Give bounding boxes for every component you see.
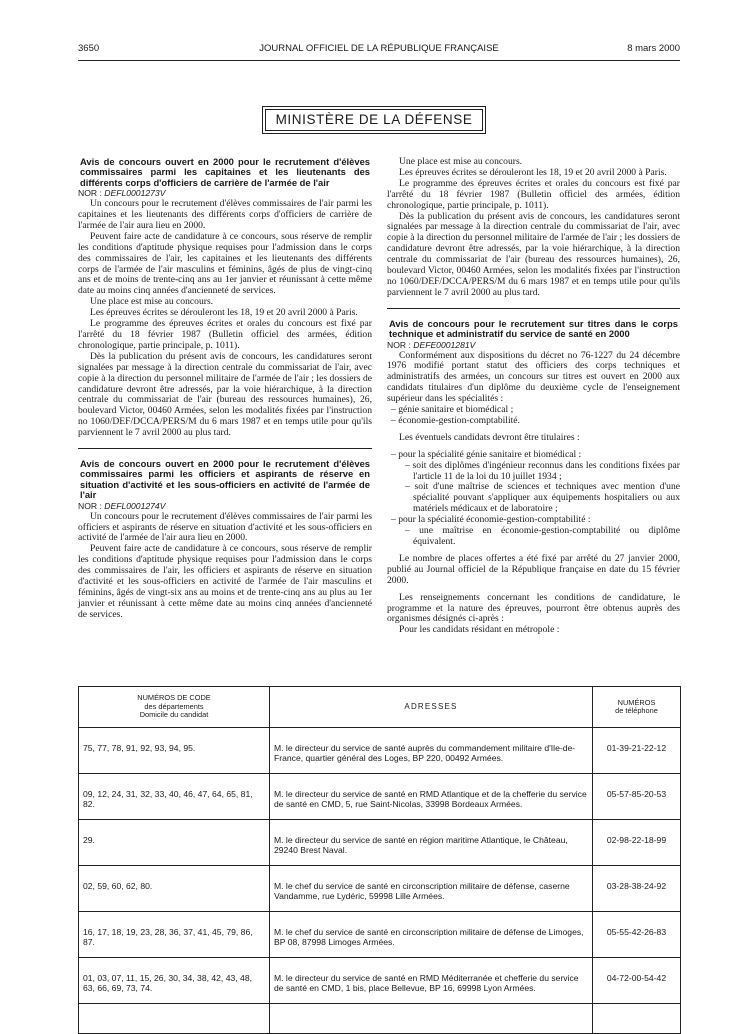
cell-codes: 09, 12, 24, 31, 32, 33, 40, 46, 47, 64, 65, 81, 82. [79,774,270,820]
list-item: – pour la spécialité génie sanitaire et biomédical : [391,448,582,460]
cell-address: M. le directeur du service de santé auprès du commandement militaire d'Ile-de-France, quartier général des Loges, BP 220, 00492 Armées. [270,728,593,774]
cell-phone: 04-72-00-54-42 [593,958,681,1004]
cell-codes: 75, 77, 78, 91, 92, 93, 94, 95. [79,728,270,774]
nor-label: NOR : [78,500,102,511]
nor-code: DEFE0001281V [413,339,476,350]
paragraph: Le programme des épreuves écrites et orales du concours est fixé par l'arrêté du 18 février 1987 (Bulletin officiel des armées, édition chronologique, partie principale, p. 1011). [387,177,680,211]
nor-code: DEFL0001273V [104,188,166,199]
cell-address: M. le directeur du service de santé en RMD Méditerranée et chefferie du service de santé en CMD, 1 bis, place Bellevue, BP 16, 69998 Lyon Armées. [270,958,593,1004]
article-title: Avis de concours ouvert en 2000 pour le recrutement d'élèves commissaires parmi les capitaines et les lieutenants des différents corps d'officiers de carrière de l'armée de l'air [80,156,370,188]
paragraph: Une place est mise au concours. [90,296,214,308]
header-address-label: ADRESSES [404,701,458,711]
table-row [79,774,681,820]
address-table [78,686,681,1034]
paragraph: Les renseignements concernant les conditions de candidature, le programme et la nature des épreuves, pourront être obtenus auprès des organismes désignés ci-après : [387,591,680,625]
table-row [79,958,681,1004]
list-item: – soit des diplômes d'ingénieur reconnus dans les conditions fixées par l'article 11 de la loi du 10 juillet 1934 ; [405,459,680,482]
cell-phone: 05-57-85-20-53 [593,774,681,820]
ministry-box [262,106,486,134]
cell-phone: 01-39-21-22-12 [593,728,681,774]
cell-phone: 05-55-42-26-83 [593,912,681,958]
header-phone [593,687,681,728]
paragraph: Le programme des épreuves écrites et orales du concours est fixé par l'arrêté du 18 février 1987 (Bulletin officiel des armées, édition chronologique, partie principale, p. 1011). [78,318,372,351]
paragraph: Dès la publication du présent avis de concours, les candidatures seront signalées par message à la direction centrale du commissariat de l'air, avec copie à la direction du personnel militaire de l'armée de l'air ; les dossiers de candidature devront être adressés, par la voie hiérarchique, à la direction centrale du commissariat de l'air (bureau des ressources humaines), 26, boulevard Victor, 00460 Armées, selon les modalités fixées par l'instruction no 1060/DEF/DCCA/PERS/M du 6 mars 1987 et en temps utile pour qu'ils parviennent le 7 avril 2000 au plus tard. [387,210,680,298]
cell-address [270,1004,593,1034]
cell-address: M. le directeur du service de santé en RMD Atlantique et de la chefferie du service de santé en CMD, 5, rue Saint-Nicolas, 33998 Bordeaux Armées. [270,774,593,820]
list-item: – une maîtrise en économie-gestion-comptabilité ou diplôme équivalent. [405,525,680,547]
cell-address: M. le chef du service de santé en circonscription militaire de défense de Limoges, BP 08, 87998 Limoges Armées. [270,912,593,958]
cell-phone: 03-28-38-24-92 [593,866,681,912]
header-codes-line: Domicile du candidat [139,710,209,720]
cell-codes: 01, 03, 07, 11, 15, 26, 30, 34, 38, 42, 43, 48, 63, 66, 69, 73, 74. [79,958,270,1004]
issue-date: 8 mars 2000 [627,43,680,54]
table-row [79,1004,681,1034]
cell-address: M. le directeur du service de santé en région maritime Atlantique, le Château, 29240 Brest Naval. [270,820,593,866]
table-row [79,912,681,958]
article-title: Avis de concours pour le recrutement sur titres dans le corps technique et administratif du service de santé en 2000 [389,317,678,340]
article-separator [387,299,680,319]
paragraph: Les éventuels candidats devront être titulaires : [399,431,580,443]
table-row [79,820,681,866]
table-row [79,866,681,912]
list-item: – économie-gestion-comptabilité. [391,414,520,426]
cell-address: M. le chef du service de santé en circonscription militaire de défense, caserne Vandamme, rue Lydéric, 59998 Lille Armées. [270,866,593,912]
header-codes-line: des départements [144,701,204,711]
paragraph: Conformément aux dispositions du décret no 76-1227 du 24 décembre 1976 modifié portant statut des officiers des corps techniques et administratifs des armées, un concours sur titres est ouvert en 2000 aux candidats titulaires d'un diplôme du deuxième cycle de l'enseignement supérieur dans les spécialités : [387,349,680,405]
list-item: – génie sanitaire et biomédical ; [391,404,514,416]
paragraph: Le nombre de places offertes a été fixé par arrêté du 27 janvier 2000, publié au Journal officiel de la République française en date du 15 février 2000. [387,552,680,586]
paragraph: Un concours pour le recrutement d'élèves commissaires de l'air parmi les capitaines et les lieutenants des différents corps d'officiers de carrière de l'armée de l'air aura lieu en 2000. [78,198,372,231]
list-item: – soit d'une maîtrise de sciences et techniques avec mention d'une spécialité pouvant s'appliquer aux équipements hospitaliers ou aux matériels médicaux et de laboratoire ; [405,481,680,515]
cell-codes: 29. [79,820,270,866]
header-rule [78,60,680,61]
paragraph: Peuvent faire acte de candidature à ce concours, sous réserve de remplir les conditions d'aptitude physique requises pour l'admission dans le corps des commissaires de l'air, les officiers et aspirants de réserve en situation d'activité et les sous-officiers en activité de l'armée de l'air masculins et féminins, âgés de vingt-six ans au moins et de trente-cinq ans au plus au 1er janvier et réunissant à cette même date au moins cinq années d'ancienneté de services. [78,543,372,620]
cell-codes [79,1004,270,1034]
paragraph: Les épreuves écrites se dérouleront les 18, 19 et 20 avril 2000 à Paris. [399,166,667,178]
paragraph: Un concours pour le recrutement d'élèves commissaires de l'air parmi les officiers et aspirants de réserve en situation d'activité et les sous-officiers en activité de l'armée de l'air aura lieu en 2000. [78,510,372,544]
paragraph: Les épreuves écrites se dérouleront les 18, 19 et 20 avril 2000 à Paris. [90,307,358,319]
ministry-title: MINISTÈRE DE LA DÉFENSE [265,109,483,131]
nor-label: NOR : [387,339,411,350]
cell-phone [593,1004,681,1034]
cell-codes: 16, 17, 18, 19, 23, 28, 36, 37, 41, 45, 79, 86, 87. [79,912,270,958]
table-row [79,728,681,774]
paragraph: Peuvent faire acte de candidature à ce concours, sous réserve de remplir les conditions d'aptitude physique requises pour l'admission dans le corps des commissaires de l'air, les capitaines et les lieutenants des différents corps de l'armée de l'air masculins et féminins, âgés de plus de vingt-cinq ans et de moins de trente-cinq ans au 1er janvier et réunissant à cette même date au moins cinq années d'ancienneté de services. [78,230,372,297]
nor-reference [78,501,372,512]
nor-code: DEFL0001274V [104,500,166,511]
right-column [387,157,680,636]
paragraph: Une place est mise au concours. [399,156,523,167]
header-phone-line: NUMÉROS [617,697,656,707]
article-title: Avis de concours ouvert en 2000 pour le recrutement d'élèves commissaires parmi les officiers et aspirants de réserve en situation d'activité et les sous-officiers en activité de l'armée de l'air [80,458,370,501]
nor-label: NOR : [78,188,102,199]
header-codes-line: NUMÉROS DE CODE [137,693,211,703]
header-address [270,687,593,728]
paragraph: Pour les candidats résidant en métropole : [399,624,560,636]
article-separator [78,439,372,459]
cell-phone: 02-98-22-18-99 [593,820,681,866]
header-codes [79,687,270,728]
paragraph: Dès la publication du présent avis de concours, les candidatures seront signalées par message à la direction centrale du commissariat de l'air, avec copie à la direction du personnel militaire de l'armée de l'air ; les dossiers de candidature devront être adressés, par la voie hiérarchique, à la direction centrale du commissariat de l'air (bureau des ressources humaines), 26, boulevard Victor, 00460 Armées, selon les modalités fixées par l'instruction no 1060/DEF/DCCA/PERS/M du 6 mars 1987 et en temps utile pour qu'ils parviennent le 7 avril 2000 au plus tard. [78,350,372,439]
cell-codes: 02, 59, 60, 62, 80. [79,866,270,912]
table-header-row [79,687,681,728]
list-item: – pour la spécialité économie-gestion-comptabilité : [391,514,591,526]
page-number: 3650 [78,43,100,54]
header-phone-line: de téléphone [615,706,658,715]
journal-title: JOURNAL OFFICIEL DE LA RÉPUBLIQUE FRANÇAISE [259,43,499,54]
left-column [78,157,372,621]
nor-reference [387,340,680,351]
page-header [78,43,680,57]
